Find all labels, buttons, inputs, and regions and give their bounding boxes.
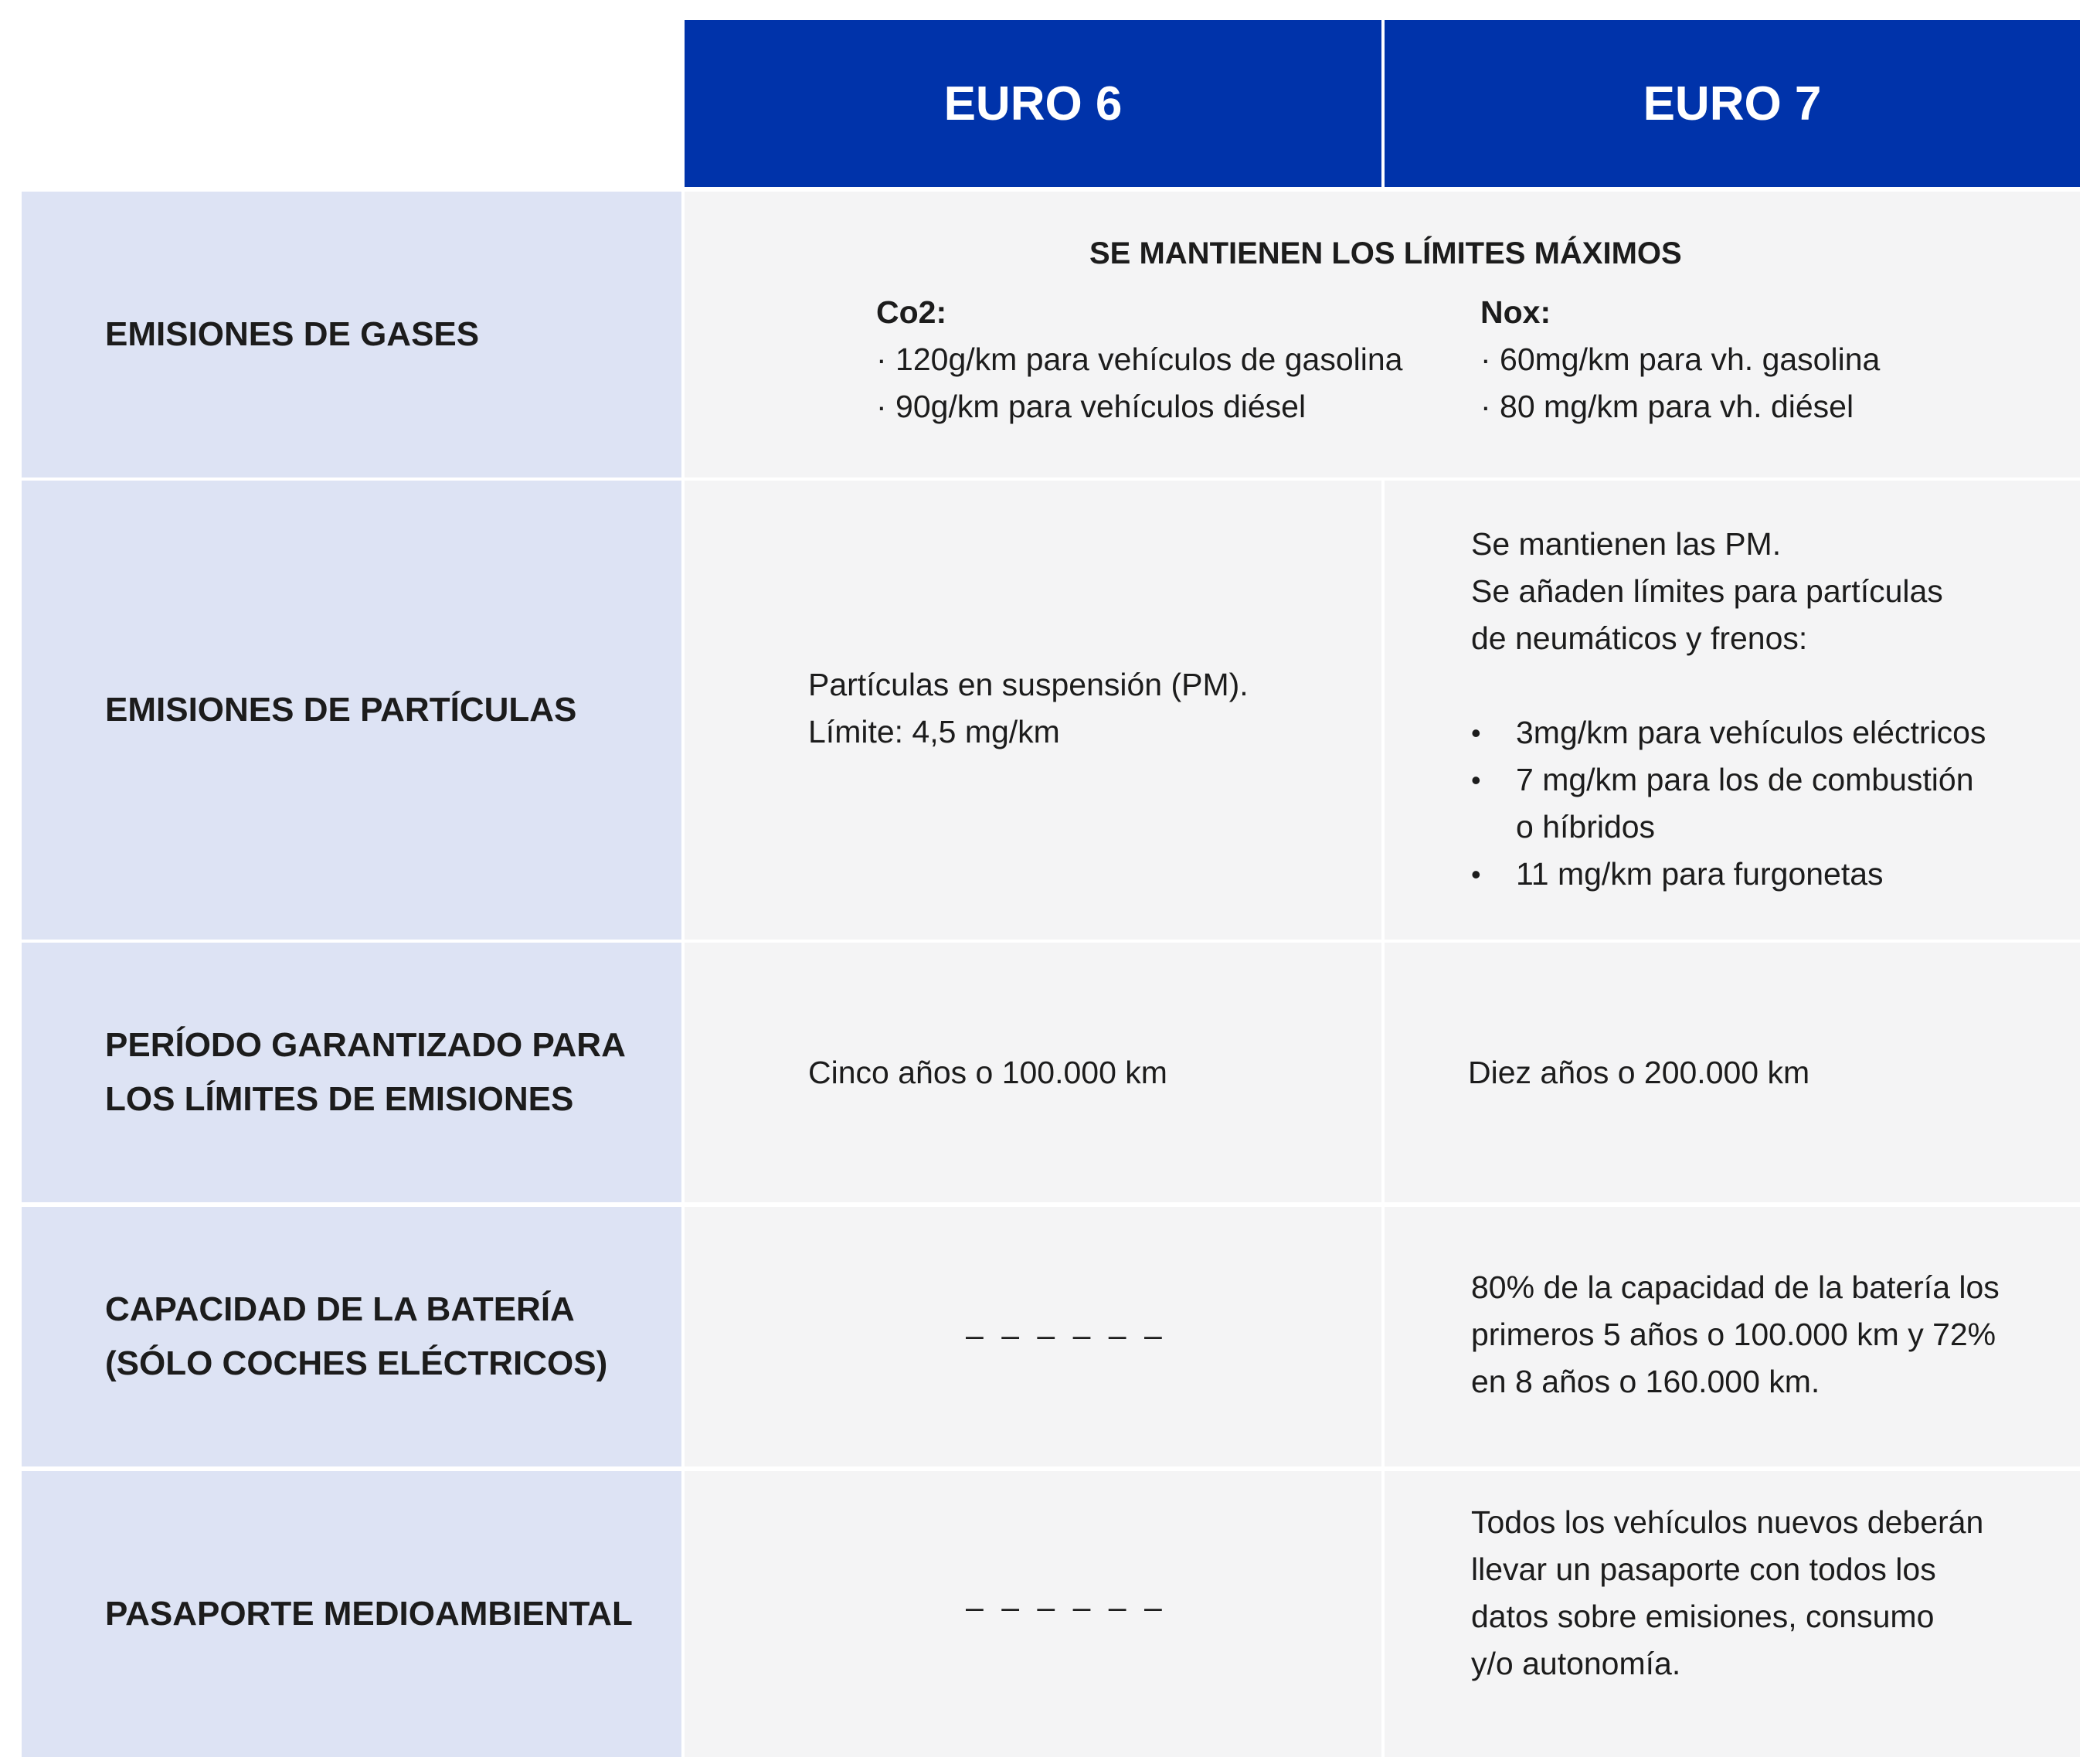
row-label-periodo-line-2: LOS LÍMITES DE EMISIONES — [105, 1080, 574, 1118]
list-item-line: 7 mg/km para los de combustión — [1516, 762, 1974, 797]
list-item-line: o híbridos — [1516, 809, 1656, 845]
particulas-euro7-line-1: Se mantienen las PM. — [1471, 526, 1782, 562]
column-header-euro7-label: EURO 7 — [1643, 76, 1822, 131]
row-label-bateria-line-2: (SÓLO COCHES ELÉCTRICOS) — [105, 1344, 608, 1382]
bateria-euro7-line-3: en 8 años o 160.000 km. — [1471, 1364, 1820, 1399]
particulas-euro6-line-2: Límite: 4,5 mg/km — [808, 714, 1060, 749]
gases-note: SE MANTIENEN LOS LÍMITES MÁXIMOS — [1089, 236, 1682, 270]
row-label-pasaporte — [22, 1471, 681, 1757]
row-label-gases — [22, 192, 681, 477]
pasaporte-euro7-cell — [1385, 1471, 2080, 1757]
bateria-euro7-line-1: 80% de la capacidad de la batería los — [1471, 1269, 2000, 1305]
row-label-bateria — [22, 1207, 681, 1466]
pasaporte-euro7-line-3: datos sobre emisiones, consumo — [1471, 1599, 1935, 1634]
row-label-particulas-text: EMISIONES DE PARTÍCULAS — [105, 691, 577, 729]
co2-line-2: · 90g/km para vehículos diésel — [876, 389, 1307, 424]
periodo-euro7-value: Diez años o 200.000 km — [1468, 1055, 1810, 1090]
column-header-euro6 — [685, 20, 1381, 187]
row-label-particulas — [22, 481, 681, 940]
particulas-euro7-bullet-list — [1471, 709, 1986, 898]
gases-cell — [685, 192, 2080, 477]
row-label-periodo-text — [105, 1018, 626, 1127]
bateria-euro7-line-2: primeros 5 años o 100.000 km y 72% — [1471, 1317, 1996, 1352]
pasaporte-euro7-line-2: llevar un pasaporte con todos los — [1471, 1551, 1936, 1587]
row-label-bateria-text — [105, 1283, 607, 1391]
bateria-euro6-empty-dashes: – – – – – – — [966, 1317, 1167, 1353]
pasaporte-euro6-cell — [685, 1471, 1381, 1757]
row-label-pasaporte-text: PASAPORTE MEDIOAMBIENTAL — [105, 1595, 633, 1633]
column-header-euro6-label: EURO 6 — [943, 76, 1123, 131]
periodo-euro6-cell — [685, 943, 1381, 1202]
particulas-euro6-line-1: Partículas en suspensión (PM). — [808, 667, 1249, 702]
row-label-periodo — [22, 943, 681, 1202]
particulas-euro7-line-2: Se añaden límites para partículas — [1471, 573, 1943, 609]
co2-title: Co2: — [876, 294, 947, 330]
periodo-euro7-cell — [1385, 943, 2080, 1202]
periodo-euro6-value: Cinco años o 100.000 km — [808, 1055, 1167, 1090]
row-label-periodo-line-1: PERÍODO GARANTIZADO PARA — [105, 1026, 626, 1064]
column-header-euro7 — [1385, 20, 2080, 187]
pasaporte-euro6-empty-dashes: – – – – – – — [966, 1589, 1167, 1625]
list-item: • 3mg/km para vehículos eléctricos — [1471, 709, 1986, 756]
pasaporte-euro7-line-1: Todos los vehículos nuevos deberán — [1471, 1504, 1984, 1540]
particulas-euro7-cell — [1385, 481, 2080, 940]
nox-title: Nox: — [1480, 294, 1551, 330]
bateria-euro6-cell — [685, 1207, 1381, 1466]
bateria-euro7-cell — [1385, 1207, 2080, 1466]
particulas-euro6-cell — [685, 481, 1381, 940]
list-item — [1471, 756, 1986, 851]
nox-line-1: · 60mg/km para vh. gasolina — [1480, 342, 1881, 377]
row-label-gases-text: EMISIONES DE GASES — [105, 315, 480, 353]
particulas-euro7-line-3: de neumáticos y frenos: — [1471, 620, 1808, 656]
list-item: • 11 mg/km para furgonetas — [1471, 851, 1986, 898]
pasaporte-euro7-line-4: y/o autonomía. — [1471, 1646, 1681, 1681]
nox-line-2: · 80 mg/km para vh. diésel — [1480, 389, 1854, 424]
co2-line-1: · 120g/km para vehículos de gasolina — [876, 342, 1403, 377]
row-label-bateria-line-1: CAPACIDAD DE LA BATERÍA — [105, 1290, 575, 1328]
